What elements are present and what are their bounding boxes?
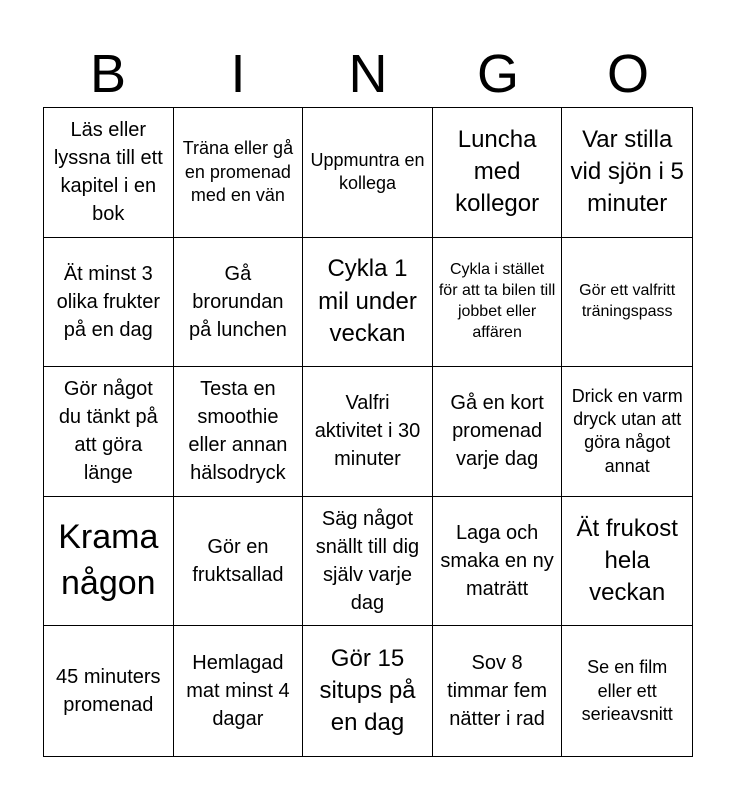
bingo-cell-text: 45 minuters promenad bbox=[56, 666, 161, 717]
bingo-cell[interactable] bbox=[174, 238, 304, 368]
bingo-cell[interactable] bbox=[174, 626, 304, 756]
bingo-cell-text: Laga och smaka en ny maträtt bbox=[440, 522, 554, 601]
bingo-cell-text: Säg något snällt till dig själv varje dag bbox=[315, 508, 420, 615]
bingo-cell-text: Gör en fruktsallad bbox=[192, 536, 284, 587]
bingo-cell[interactable] bbox=[562, 108, 692, 238]
bingo-cell-text: Hemlagad mat minst 4 dagar bbox=[186, 652, 290, 731]
bingo-cell-text: Gå en kort promenad varje dag bbox=[450, 392, 544, 471]
bingo-cell[interactable] bbox=[174, 108, 304, 238]
bingo-cell[interactable] bbox=[44, 367, 174, 497]
bingo-cell[interactable] bbox=[44, 626, 174, 756]
bingo-cell[interactable] bbox=[303, 497, 433, 627]
bingo-cell-text: Testa en smoothie eller annan hälsodryck bbox=[188, 378, 288, 485]
bingo-cell-text: Sov 8 timmar fem nätter i rad bbox=[447, 652, 548, 731]
bingo-cell[interactable] bbox=[433, 367, 563, 497]
bingo-cell[interactable] bbox=[433, 238, 563, 368]
bingo-grid bbox=[43, 107, 693, 757]
bingo-cell-text: Gör ett valfritt träningspass bbox=[579, 282, 676, 320]
bingo-cell-text: Krama någon bbox=[58, 518, 159, 603]
bingo-cell[interactable] bbox=[174, 367, 304, 497]
bingo-header bbox=[43, 40, 693, 108]
bingo-cell[interactable] bbox=[433, 108, 563, 238]
bingo-cell-text: Gör något du tänkt på att göra länge bbox=[58, 378, 158, 485]
bingo-cell-text: Cykla 1 mil under veckan bbox=[318, 255, 417, 348]
bingo-cell[interactable] bbox=[433, 497, 563, 627]
header-letter-o: O bbox=[606, 44, 649, 104]
bingo-cell-text: Luncha med kollegor bbox=[455, 125, 540, 218]
bingo-cell-text: Var stilla vid sjön i 5 minuter bbox=[570, 125, 684, 218]
bingo-cell-text: Se en film eller ett serieavsnitt bbox=[581, 657, 673, 724]
bingo-cell[interactable] bbox=[44, 497, 174, 627]
bingo-cell-text: Gör 15 situps på en dag bbox=[319, 644, 416, 737]
bingo-cell-text: Gå brorundan på lunchen bbox=[188, 262, 287, 341]
bingo-cell[interactable] bbox=[433, 626, 563, 756]
bingo-cell-text: Ät minst 3 olika frukter på en dag bbox=[56, 262, 160, 341]
bingo-cell[interactable] bbox=[303, 626, 433, 756]
bingo-cell[interactable] bbox=[44, 108, 174, 238]
bingo-cell-text: Drick en varm dryck utan att göra något annat bbox=[571, 385, 683, 476]
bingo-cell-text: Valfri aktivitet i 30 minuter bbox=[314, 392, 421, 471]
bingo-cell[interactable] bbox=[44, 238, 174, 368]
bingo-cell[interactable] bbox=[303, 238, 433, 368]
header-letter-i: I bbox=[230, 44, 246, 104]
bingo-cell-text: Träna eller gå en promenad med en vän bbox=[182, 138, 294, 205]
bingo-cell-text: Uppmuntra en kollega bbox=[310, 149, 425, 194]
header-letter-g: G bbox=[476, 44, 519, 104]
bingo-cell-text: Läs eller lyssna till ett kapitel i en bok bbox=[53, 119, 163, 226]
bingo-cell[interactable] bbox=[303, 108, 433, 238]
bingo-cell[interactable] bbox=[562, 497, 692, 627]
bingo-cell-text: Ät frukost hela veckan bbox=[576, 514, 678, 607]
bingo-cell[interactable] bbox=[562, 626, 692, 756]
bingo-cell-text: Cykla i stället för att ta bilen till jobbet eller affären bbox=[438, 261, 556, 341]
header-letter-b: B bbox=[89, 44, 127, 104]
bingo-cell[interactable] bbox=[562, 367, 692, 497]
bingo-cell[interactable] bbox=[303, 367, 433, 497]
bingo-cell[interactable] bbox=[562, 238, 692, 368]
bingo-cell[interactable] bbox=[174, 497, 304, 627]
header-letter-n: N bbox=[348, 44, 388, 104]
